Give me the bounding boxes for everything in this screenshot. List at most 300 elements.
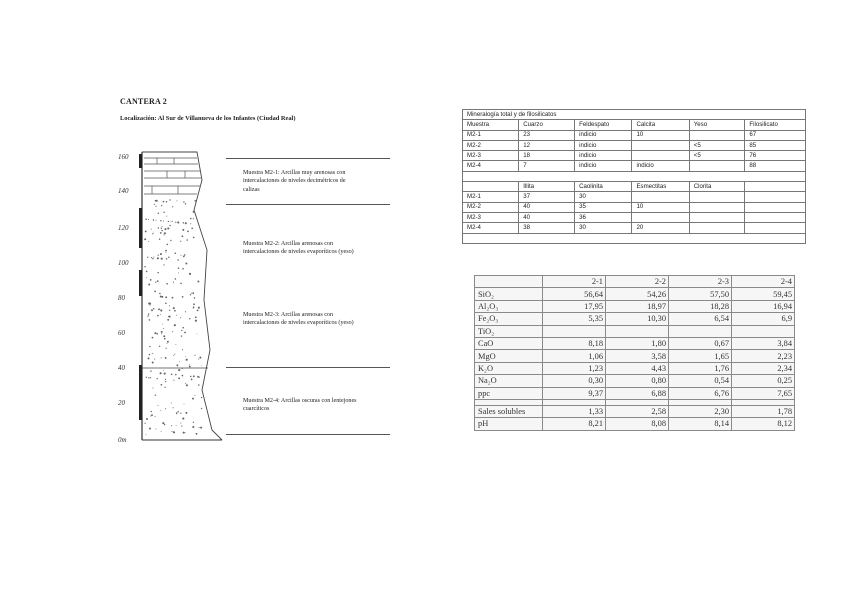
sand-dot bbox=[146, 277, 147, 278]
sand-dot bbox=[168, 221, 169, 222]
sand-dot bbox=[190, 294, 191, 295]
sand-dot bbox=[158, 227, 159, 228]
sand-dot bbox=[161, 384, 163, 386]
sand-dot bbox=[160, 296, 162, 298]
sand-dot bbox=[203, 385, 204, 386]
sand-dot bbox=[185, 263, 187, 265]
sand-dot bbox=[183, 256, 185, 258]
sand-texture bbox=[144, 199, 204, 435]
sand-dot bbox=[156, 200, 158, 202]
table-cell: 1,78 bbox=[732, 405, 795, 417]
sand-dot bbox=[150, 377, 151, 378]
sand-dot bbox=[190, 376, 192, 378]
sand-dot bbox=[186, 359, 188, 361]
table-row bbox=[475, 418, 795, 430]
sand-dot bbox=[182, 375, 184, 377]
sand-dot bbox=[157, 280, 159, 282]
table-cell: Illita bbox=[519, 182, 575, 192]
sand-dot bbox=[144, 423, 145, 424]
sand-dot bbox=[190, 223, 191, 224]
table-title: Mineralogía total y de filosilicatos bbox=[463, 110, 806, 120]
sand-dot bbox=[185, 383, 186, 384]
sand-dot bbox=[165, 379, 166, 380]
sand-dot bbox=[150, 370, 151, 371]
table-cell bbox=[732, 325, 795, 337]
sand-dot bbox=[147, 357, 149, 359]
sand-dot bbox=[189, 366, 191, 368]
table-cell bbox=[632, 140, 689, 150]
table-cell: 6,9 bbox=[732, 313, 795, 325]
sand-dot bbox=[184, 432, 185, 433]
table-cell: indicio bbox=[575, 161, 632, 171]
sand-dot bbox=[190, 218, 192, 220]
sand-dot bbox=[198, 307, 200, 309]
sand-dot bbox=[172, 331, 173, 332]
table-cell: 2,23 bbox=[732, 350, 795, 362]
unit-separator bbox=[226, 158, 390, 159]
sand-dot bbox=[168, 257, 170, 259]
table-cell: pH bbox=[475, 418, 543, 430]
sand-dot bbox=[145, 230, 147, 232]
sand-dot bbox=[160, 232, 162, 234]
depth-label: 0m bbox=[118, 436, 127, 444]
table-row bbox=[475, 337, 795, 349]
sand-dot bbox=[165, 252, 166, 253]
table-cell: 0,25 bbox=[732, 375, 795, 387]
sand-dot bbox=[148, 302, 150, 304]
sand-dot bbox=[201, 408, 202, 409]
sand-dot bbox=[156, 220, 157, 221]
sand-dot bbox=[175, 344, 176, 345]
table-cell: M2-4 bbox=[463, 223, 519, 233]
sand-dot bbox=[152, 388, 153, 389]
sand-dot bbox=[192, 398, 194, 400]
sand-dot bbox=[161, 230, 163, 232]
table-row bbox=[463, 130, 806, 140]
sand-dot bbox=[146, 418, 148, 420]
sand-dot bbox=[174, 310, 176, 312]
sand-dot bbox=[176, 425, 177, 426]
table-header-row bbox=[463, 182, 806, 192]
table-cell: 6,88 bbox=[606, 387, 669, 399]
unit-separator bbox=[226, 434, 390, 435]
sand-dot bbox=[155, 394, 156, 395]
sand-dot bbox=[198, 359, 199, 360]
sand-dot bbox=[182, 235, 184, 237]
sand-dot bbox=[166, 258, 168, 260]
sand-dot bbox=[169, 305, 170, 306]
table-cell: 36 bbox=[575, 212, 632, 222]
sand-dot bbox=[176, 364, 178, 366]
sand-dot bbox=[151, 229, 152, 230]
sand-dot bbox=[157, 257, 159, 259]
table-cell: Yeso bbox=[689, 120, 745, 130]
sample-description-m2-1: Muestra M2-1: Arcillas muy arenosas con intercalaciones de niveles decimétricos de calizas bbox=[243, 170, 346, 193]
sand-dot bbox=[197, 281, 199, 283]
sand-dot bbox=[171, 374, 173, 376]
table-cell: Feldespato bbox=[575, 120, 632, 130]
table-cell: 5,35 bbox=[543, 313, 606, 325]
unit-separator bbox=[226, 367, 390, 368]
table-cell: 1,76 bbox=[669, 362, 732, 374]
sand-dot bbox=[161, 205, 162, 206]
depth-label: 120 bbox=[118, 224, 129, 232]
table-cell: 40 bbox=[519, 202, 575, 212]
sand-dot bbox=[163, 211, 164, 212]
sand-dot bbox=[182, 268, 184, 270]
table-cell: Clorita bbox=[689, 182, 745, 192]
sand-dot bbox=[199, 357, 201, 359]
sand-dot bbox=[189, 273, 191, 275]
table-row bbox=[463, 223, 806, 233]
sand-dot bbox=[184, 254, 185, 255]
sand-dot bbox=[161, 228, 162, 229]
sand-dot bbox=[194, 395, 195, 396]
sand-dot bbox=[168, 316, 169, 317]
sand-dot bbox=[164, 232, 166, 234]
sand-dot bbox=[148, 241, 149, 242]
sand-dot bbox=[155, 416, 156, 417]
table-cell: 3,84 bbox=[732, 337, 795, 349]
unit-separator bbox=[226, 204, 390, 205]
table-cell: 8,08 bbox=[606, 418, 669, 430]
sand-dot bbox=[180, 423, 181, 424]
table-row bbox=[463, 202, 806, 212]
sand-dot bbox=[162, 422, 164, 424]
scale-seg bbox=[139, 154, 142, 168]
table-cell bbox=[543, 325, 606, 337]
sand-dot bbox=[148, 377, 149, 378]
sand-dot bbox=[181, 330, 182, 331]
sand-dot bbox=[163, 221, 164, 222]
table-row bbox=[475, 300, 795, 312]
sand-dot bbox=[149, 354, 151, 356]
sand-dot bbox=[178, 267, 180, 269]
sand-dot bbox=[194, 297, 196, 299]
sand-dot bbox=[183, 201, 184, 202]
sand-dot bbox=[167, 227, 169, 229]
depth-label: 60 bbox=[118, 329, 125, 337]
sand-dot bbox=[166, 283, 168, 285]
sand-dot bbox=[182, 296, 184, 298]
table-cell: 56,64 bbox=[543, 288, 606, 300]
sand-dot bbox=[153, 219, 154, 220]
table-cell: 18,97 bbox=[606, 300, 669, 312]
sand-dot bbox=[166, 348, 167, 349]
sand-dot bbox=[193, 308, 194, 309]
sand-dot bbox=[193, 422, 194, 423]
sand-dot bbox=[199, 427, 200, 428]
sand-dot bbox=[175, 222, 176, 223]
table-row bbox=[463, 192, 806, 202]
sand-dot bbox=[169, 199, 170, 200]
sand-dot bbox=[183, 432, 185, 434]
table-cell: 40 bbox=[519, 212, 575, 222]
sand-dot bbox=[180, 283, 182, 285]
table-cell: ppc bbox=[475, 387, 543, 399]
location-text: Localización: Al Sur de Villanueva de los Infantes (Ciudad Real) bbox=[120, 115, 296, 122]
table-cell: M2-1 bbox=[463, 192, 519, 202]
table-cell: K₂O bbox=[475, 362, 543, 374]
table-cell: 12 bbox=[519, 140, 575, 150]
sand-dot bbox=[145, 434, 146, 435]
sand-dot bbox=[151, 309, 153, 311]
table-cell: 57,50 bbox=[669, 288, 732, 300]
sample-description-m2-3: Muestra M2-3: Arcillas arenosas con intercalaciones de niveles evaporíticos (yeso) bbox=[243, 312, 354, 327]
sand-dot bbox=[178, 377, 180, 379]
sand-dot bbox=[148, 313, 149, 314]
table-cell: 1,80 bbox=[606, 337, 669, 349]
table-cell bbox=[475, 276, 543, 288]
table-cell: M2-2 bbox=[463, 140, 519, 150]
sand-dot bbox=[153, 257, 154, 258]
sand-dot bbox=[161, 333, 162, 334]
table-cell: 2-4 bbox=[732, 276, 795, 288]
sand-dot bbox=[150, 415, 151, 416]
table-cell: Filosilicato bbox=[745, 120, 806, 130]
sand-dot bbox=[173, 407, 174, 408]
sand-dot bbox=[160, 253, 161, 254]
table-cell bbox=[745, 202, 806, 212]
sand-dot bbox=[174, 354, 175, 355]
table-row bbox=[475, 362, 795, 374]
mineralogy-table bbox=[462, 109, 806, 244]
sand-dot bbox=[154, 204, 155, 205]
sand-dot bbox=[169, 316, 171, 318]
sand-dot bbox=[191, 379, 193, 381]
sand-dot bbox=[181, 335, 182, 336]
sand-dot bbox=[148, 314, 149, 315]
sample-description-m2-2: Muestra M2-2: Arcillas arenosas con intercalaciones de niveles evaporíticos (yeso) bbox=[243, 241, 354, 256]
sand-dot bbox=[162, 324, 163, 325]
sand-dot bbox=[191, 293, 192, 294]
sand-dot bbox=[198, 384, 200, 386]
table-cell: 85 bbox=[745, 140, 806, 150]
scale-seg bbox=[139, 365, 142, 420]
sand-dot bbox=[172, 221, 173, 222]
table-cell: SiO₂ bbox=[475, 288, 543, 300]
table-cell: 10 bbox=[632, 130, 689, 140]
sand-dot bbox=[163, 234, 164, 235]
sand-dot bbox=[183, 222, 184, 223]
sand-dot bbox=[150, 279, 152, 281]
table-row bbox=[475, 313, 795, 325]
table-cell bbox=[689, 202, 745, 212]
sand-dot bbox=[176, 413, 177, 414]
table-cell bbox=[669, 325, 732, 337]
table-cell: 0,54 bbox=[669, 375, 732, 387]
sand-dot bbox=[167, 343, 168, 344]
sand-dot bbox=[157, 272, 159, 274]
sand-dot bbox=[193, 237, 195, 239]
sand-dot bbox=[194, 200, 196, 202]
sand-dot bbox=[172, 297, 174, 299]
sand-dot bbox=[165, 303, 167, 305]
table-cell: 8,12 bbox=[732, 418, 795, 430]
sand-dot bbox=[185, 412, 187, 414]
sand-dot bbox=[161, 357, 162, 358]
table-cell: M2-4 bbox=[463, 161, 519, 171]
sand-dot bbox=[165, 357, 167, 359]
sand-dot bbox=[160, 309, 162, 311]
sand-dot bbox=[175, 374, 177, 376]
sand-dot bbox=[193, 303, 195, 305]
sand-dot bbox=[173, 431, 175, 433]
table-cell: 18,28 bbox=[669, 300, 732, 312]
sand-dot bbox=[152, 353, 153, 354]
table-cell: 2,30 bbox=[669, 405, 732, 417]
table-cell: 0,80 bbox=[606, 375, 669, 387]
chemical-analysis-table bbox=[474, 275, 795, 431]
sand-dot bbox=[167, 341, 169, 343]
sand-dot bbox=[164, 424, 165, 425]
table-header-row bbox=[463, 120, 806, 130]
table-cell: 2-1 bbox=[543, 276, 606, 288]
sand-dot bbox=[158, 308, 160, 310]
sand-dot bbox=[185, 203, 186, 204]
sand-dot bbox=[157, 378, 158, 379]
sand-dot bbox=[144, 238, 146, 240]
sand-dot bbox=[171, 425, 172, 426]
sand-dot bbox=[146, 377, 147, 378]
table-cell bbox=[745, 192, 806, 202]
table-cell: 30 bbox=[575, 192, 632, 202]
sand-dot bbox=[161, 431, 162, 432]
sand-dot bbox=[185, 356, 186, 357]
table-cell: 10,30 bbox=[606, 313, 669, 325]
table-spacer-row bbox=[463, 171, 806, 181]
depth-label: 20 bbox=[118, 399, 125, 407]
sand-dot bbox=[153, 308, 154, 309]
sand-dot bbox=[164, 387, 165, 388]
sand-dot bbox=[149, 428, 151, 430]
sand-dot bbox=[148, 283, 150, 285]
sand-dot bbox=[152, 233, 153, 234]
table-cell: indicio bbox=[575, 130, 632, 140]
sand-dot bbox=[159, 346, 160, 347]
sand-dot bbox=[192, 426, 194, 428]
sand-dot bbox=[158, 213, 160, 215]
sand-dot bbox=[174, 252, 176, 254]
table-cell: 0,67 bbox=[669, 337, 732, 349]
sand-dot bbox=[160, 220, 161, 221]
sand-dot bbox=[182, 327, 184, 329]
sand-dot bbox=[153, 232, 154, 233]
table-cell: 23 bbox=[519, 130, 575, 140]
table-cell: 38 bbox=[519, 223, 575, 233]
sand-dot bbox=[180, 317, 181, 318]
table-cell: 30 bbox=[575, 223, 632, 233]
sand-dot bbox=[148, 219, 149, 220]
sand-dot bbox=[147, 316, 148, 317]
sand-dot bbox=[156, 333, 158, 335]
sand-dot bbox=[171, 431, 172, 432]
sand-dot bbox=[151, 411, 152, 412]
sand-dot bbox=[165, 408, 166, 409]
table-cell: Na₂O bbox=[475, 375, 543, 387]
sand-dot bbox=[180, 255, 181, 256]
sand-dot bbox=[150, 305, 151, 306]
sand-dot bbox=[201, 365, 202, 366]
table-cell: 2-2 bbox=[606, 276, 669, 288]
sand-dot bbox=[162, 226, 163, 227]
column-right-border bbox=[142, 152, 222, 440]
sand-dot bbox=[144, 266, 145, 267]
sand-dot bbox=[186, 239, 188, 241]
sand-dot bbox=[191, 227, 193, 229]
sand-dot bbox=[149, 346, 150, 347]
sand-dot bbox=[166, 216, 167, 217]
table-cell: 7 bbox=[519, 161, 575, 171]
limestone-bands bbox=[144, 158, 201, 194]
sand-dot bbox=[195, 320, 197, 322]
sand-dot bbox=[154, 332, 156, 334]
table-cell: 2,58 bbox=[606, 405, 669, 417]
sand-dot bbox=[152, 337, 154, 339]
sand-dot bbox=[171, 403, 172, 404]
sand-dot bbox=[173, 355, 174, 356]
sand-dot bbox=[160, 372, 162, 374]
sand-dot bbox=[184, 404, 185, 405]
table-title-row bbox=[463, 110, 806, 120]
sand-dot bbox=[189, 364, 190, 365]
sand-dot bbox=[180, 241, 181, 242]
sand-dot bbox=[161, 258, 163, 260]
table-row bbox=[475, 375, 795, 387]
table-cell: Caolinita bbox=[575, 182, 632, 192]
table-cell: 16,94 bbox=[732, 300, 795, 312]
sand-dot bbox=[152, 258, 153, 259]
table-cell: M2-3 bbox=[463, 151, 519, 161]
table-cell: 4,43 bbox=[606, 362, 669, 374]
sand-dot bbox=[200, 427, 202, 429]
sand-dot bbox=[174, 324, 176, 326]
sand-dot bbox=[155, 282, 156, 283]
sand-dot bbox=[182, 349, 183, 350]
sand-dot bbox=[157, 405, 158, 406]
table-row bbox=[463, 140, 806, 150]
table-cell: 2,34 bbox=[732, 362, 795, 374]
table-cell: 1,65 bbox=[669, 350, 732, 362]
sample-description-m2-4: Muestra M2-4: Arcillas oscuras con lentejones cuarcíticos bbox=[243, 398, 357, 413]
depth-label: 100 bbox=[118, 259, 129, 267]
table-row bbox=[475, 387, 795, 399]
sand-dot bbox=[155, 429, 156, 430]
sand-dot bbox=[201, 397, 202, 398]
table-cell bbox=[689, 223, 745, 233]
sand-dot bbox=[155, 206, 156, 207]
quarry-title: CANTERA 2 bbox=[120, 97, 167, 106]
sand-dot bbox=[170, 240, 171, 241]
table-row bbox=[463, 212, 806, 222]
scale-seg bbox=[139, 270, 142, 296]
sand-dot bbox=[163, 264, 164, 265]
sand-dot bbox=[179, 361, 180, 362]
table-cell: M2-1 bbox=[463, 130, 519, 140]
table-cell: CaO bbox=[475, 337, 543, 349]
table-cell: <5 bbox=[689, 151, 745, 161]
table-header-row bbox=[475, 276, 795, 288]
table-cell: 59,45 bbox=[732, 288, 795, 300]
sand-dot bbox=[154, 291, 156, 293]
sand-dot bbox=[175, 278, 177, 280]
sand-dot bbox=[195, 355, 196, 356]
table-cell: <5 bbox=[689, 140, 745, 150]
table-cell: 37 bbox=[519, 192, 575, 202]
table-cell: 1,23 bbox=[543, 362, 606, 374]
table-cell bbox=[745, 212, 806, 222]
depth-label: 40 bbox=[118, 364, 125, 372]
